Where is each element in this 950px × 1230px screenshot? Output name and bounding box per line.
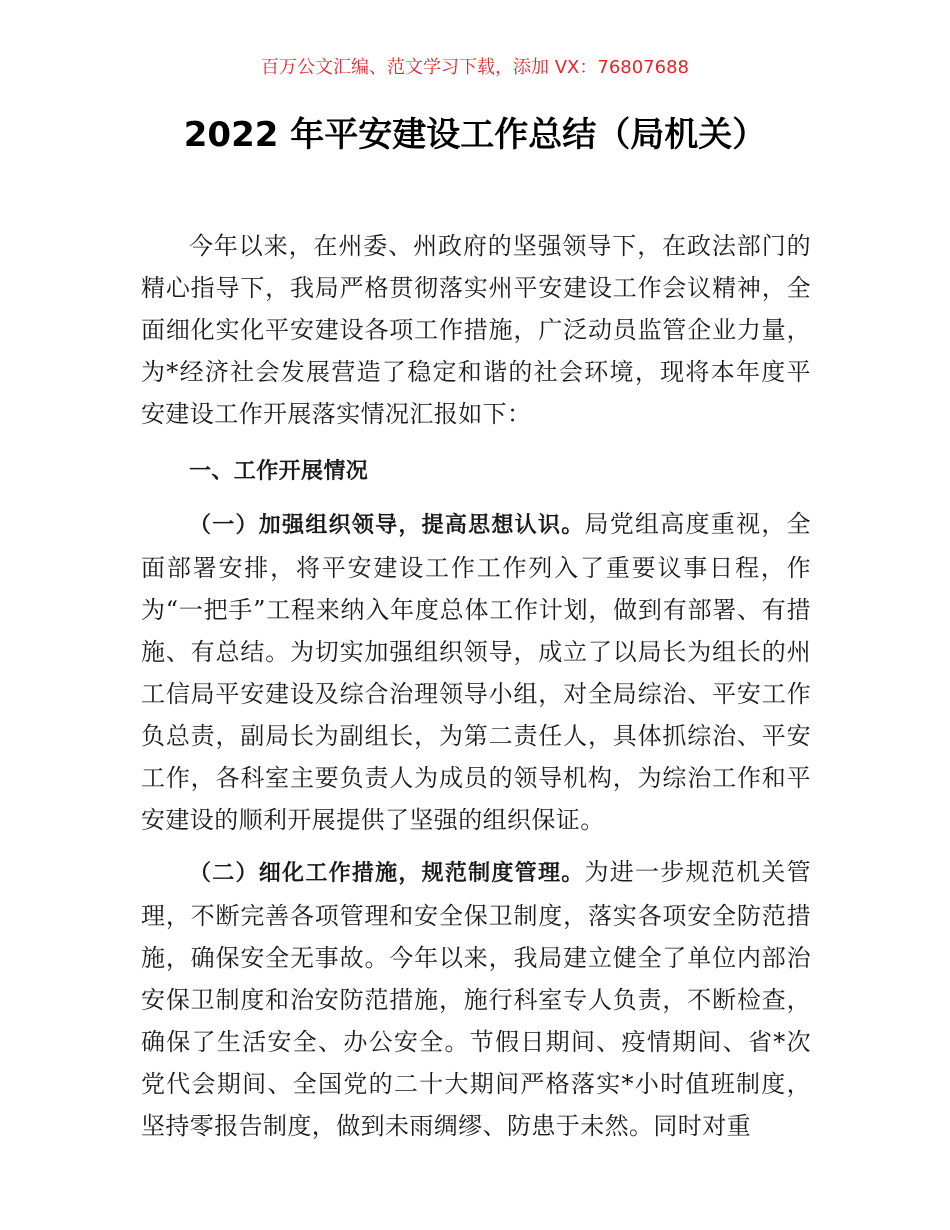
section-1-heading: 一、工作开展情况 (189, 459, 369, 484)
watermark-header: 百万公文汇编、范文学习下载，添加 VX：76807688 (261, 57, 689, 78)
item-1-lead: （一）加强组织领导，提高思想认识。 (189, 513, 585, 538)
document-body (141, 225, 811, 1147)
document-title: 2022 年平安建设工作总结（局机关） (183, 115, 767, 155)
section-heading (141, 449, 811, 493)
item-1-paragraph (141, 503, 811, 841)
item-2-lead: （二）细化工作措施，规范制度管理。 (189, 861, 585, 886)
intro-paragraph: 今年以来，在州委、州政府的坚强领导下，在政法部门的精心指导下，我局严格贯彻落实州平安建设工作会议精神，全面细化实化平安建设各项工作措施，广泛动员监管企业力量，为*经济社会发展营造了稳定和谐的社会环境，现将本年度平安建设工作开展落实情况汇报如下： (141, 232, 811, 428)
item-1-text: 局党组高度重视，全面部署安排，将平安建设工作工作列入了重要议事日程，作为“一把手”工程来纳入年度总体工作计划，做到有部署、有措施、有总结。为切实加强组织领导，成立了以局长为组长的州工信局平安建设及综合治理领导小组，对全局综治、平安工作负总责，副局长为副组长，为第二责任人，具体抓综治、平安工作，各科室主要负责人为成员的领导机构，为综治工作和平安建设的顺利开展提供了坚强的组织保证。 (141, 510, 811, 834)
item-2-paragraph (141, 851, 811, 1147)
item-2-text: 为进一步规范机关管理，不断完善各项管理和安全保卫制度，落实各项安全防范措施，确保安全无事故。今年以来，我局建立健全了单位内部治安保卫制度和治安防范措施，施行科室专人负责，不断检查，确保了生活安全、办公安全。节假日期间、疫情期间、省*次党代会期间、全国党的二十大期间严格落实*小时值班制度，坚持零报告制度，做到未雨绸缪、防患于未然。同时对重 (141, 858, 811, 1140)
